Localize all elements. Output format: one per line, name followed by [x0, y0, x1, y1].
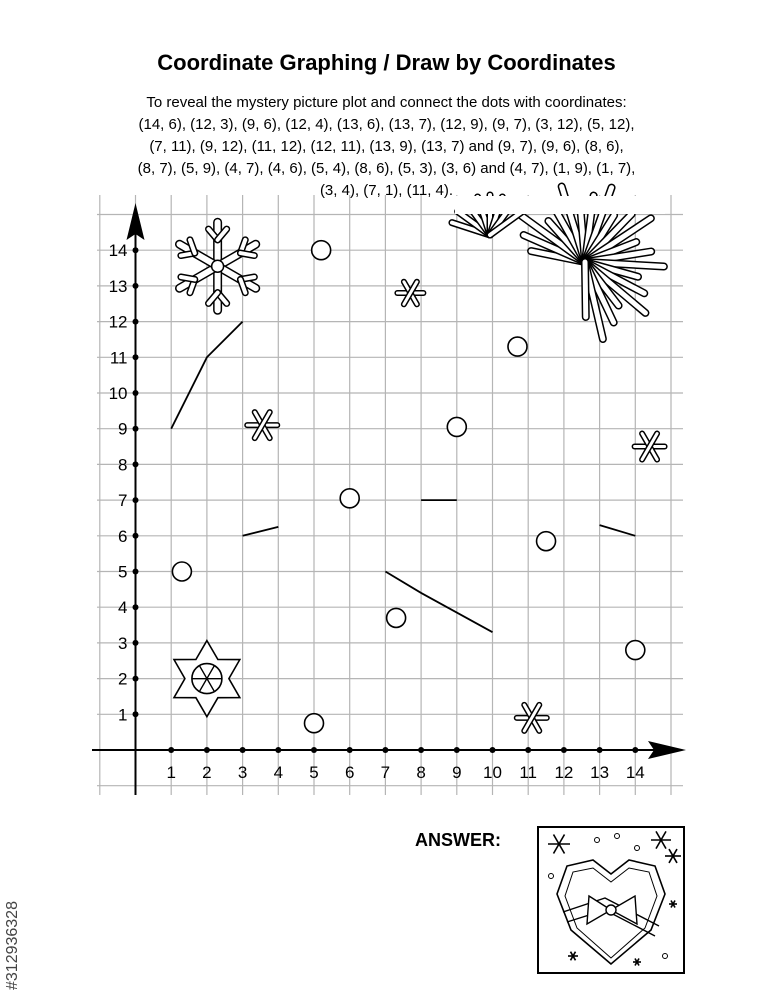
drawn-segment — [243, 527, 279, 536]
circle-decoration — [172, 562, 191, 581]
y-tick-dot — [133, 676, 139, 682]
flake-branch-inner — [240, 253, 254, 255]
y-tick-label: 14 — [108, 241, 128, 261]
y-tick-dot — [133, 533, 139, 539]
x-tick-label: 7 — [380, 763, 391, 782]
thumb-circle — [549, 874, 554, 879]
x-tick-label: 8 — [416, 763, 426, 782]
y-tick-dot — [133, 569, 139, 575]
x-tick-dot — [490, 747, 496, 753]
x-tick-dot — [418, 747, 424, 753]
y-tick-dot — [133, 283, 139, 289]
x-tick-label: 10 — [483, 763, 502, 782]
x-tick-dot — [311, 747, 317, 753]
y-tick-dot — [133, 426, 139, 432]
x-tick-label: 3 — [237, 763, 248, 782]
x-tick-dot — [525, 747, 531, 753]
x-tick-dot — [168, 747, 174, 753]
y-tick-dot — [133, 247, 139, 253]
asterisk-snowflake-icon — [635, 434, 665, 460]
y-tick-label: 4 — [118, 598, 128, 618]
y-tick-dot — [133, 497, 139, 503]
answer-label: ANSWER: — [415, 830, 501, 850]
instructions-line: (3, 4), (7, 1), (11, 4). — [319, 182, 454, 199]
x-tick-dot — [454, 747, 460, 753]
y-tick-dot — [133, 319, 139, 325]
flake-center — [212, 260, 224, 272]
circle-decoration — [340, 489, 359, 508]
thumb-circle — [635, 846, 640, 851]
instructions-line: (7, 11), (9, 12), (11, 12), (12, 11), (13, 9), (13, 7) and (9, 7), (9, 6), (8, 6), — [149, 138, 624, 155]
x-tick-label: 12 — [554, 763, 574, 782]
instructions-line: (14, 6), (12, 3), (9, 6), (12, 4), (13, 6), (13, 7), (12, 9), (9, 7), (3, 12), (5, 12), — [138, 116, 635, 133]
y-tick-dot — [133, 711, 139, 717]
x-tick-label: 13 — [590, 763, 610, 782]
pine-crop — [455, 196, 665, 214]
instructions-line: To reveal the mystery picture plot and connect the dots with coordinates: — [146, 94, 627, 111]
y-tick-label: 10 — [108, 384, 128, 403]
bow-knot — [606, 905, 616, 915]
circle-decoration — [305, 714, 324, 733]
y-tick-dot — [133, 354, 139, 360]
decorations — [171, 187, 665, 733]
asterisk-snowflake-icon — [247, 412, 277, 438]
circle-decoration — [537, 532, 556, 551]
asterisk-snowflake-icon — [517, 705, 547, 731]
x-tick-dot — [632, 747, 638, 753]
large-snowflake-icon — [180, 222, 256, 310]
y-tick-dot — [133, 604, 139, 610]
page-title: Coordinate Graphing / Draw by Coordinates — [157, 50, 616, 75]
flake-branch-inner — [181, 277, 195, 279]
y-tick-label: 11 — [109, 348, 128, 368]
pine-needle-inner — [585, 262, 586, 317]
y-tick-label: 8 — [118, 455, 128, 475]
y-tick-dot — [133, 640, 139, 646]
circle-decoration — [508, 337, 527, 356]
circle-decoration — [447, 417, 466, 436]
x-tick-label: 6 — [344, 763, 355, 782]
thumb-circle — [595, 838, 600, 843]
x-tick-label: 9 — [452, 763, 462, 782]
y-tick-label: 9 — [118, 419, 128, 439]
x-tick-dot — [347, 747, 353, 753]
x-tick-dot — [275, 747, 281, 753]
y-tick-dot — [133, 390, 139, 396]
y-tick-label: 3 — [118, 633, 128, 653]
x-tick-dot — [204, 747, 210, 753]
y-tick-dot — [133, 461, 139, 467]
x-tick-label: 1 — [166, 763, 176, 782]
x-tick-dot — [597, 747, 603, 753]
answer-thumbnail — [537, 826, 687, 976]
x-tick-label: 5 — [309, 763, 319, 782]
x-tick-dot — [382, 747, 388, 753]
x-tick-label: 14 — [625, 763, 645, 782]
x-tick-dot — [561, 747, 567, 753]
y-tick-label: 5 — [118, 562, 128, 582]
y-tick-label: 13 — [108, 276, 128, 296]
watermark-text: #312936328 — [4, 901, 21, 990]
x-tick-dot — [240, 747, 246, 753]
y-tick-label: 12 — [108, 312, 128, 332]
circle-decoration — [312, 241, 331, 260]
y-tick-label: 6 — [118, 526, 128, 546]
y-tick-label: 1 — [118, 705, 128, 725]
instructions-line: (8, 7), (5, 9), (4, 7), (4, 6), (5, 4), (8, 6), (5, 3), (3, 6) and (4, 7), (1, 9), (1, 7), — [137, 160, 636, 177]
drawn-segment — [600, 525, 636, 536]
y-tick-label: 7 — [118, 491, 128, 511]
circle-decoration — [387, 608, 406, 627]
y-tick-label: 2 — [118, 669, 128, 689]
circle-decoration — [626, 641, 645, 660]
thumb-circle — [663, 954, 668, 959]
x-tick-label: 4 — [273, 763, 284, 782]
asterisk-snowflake-icon — [397, 282, 423, 305]
thumb-circle — [615, 834, 620, 839]
x-tick-label: 11 — [519, 763, 538, 782]
watermark — [4, 760, 26, 990]
pine-branch-icon — [452, 187, 665, 339]
x-tick-label: 2 — [202, 763, 212, 782]
